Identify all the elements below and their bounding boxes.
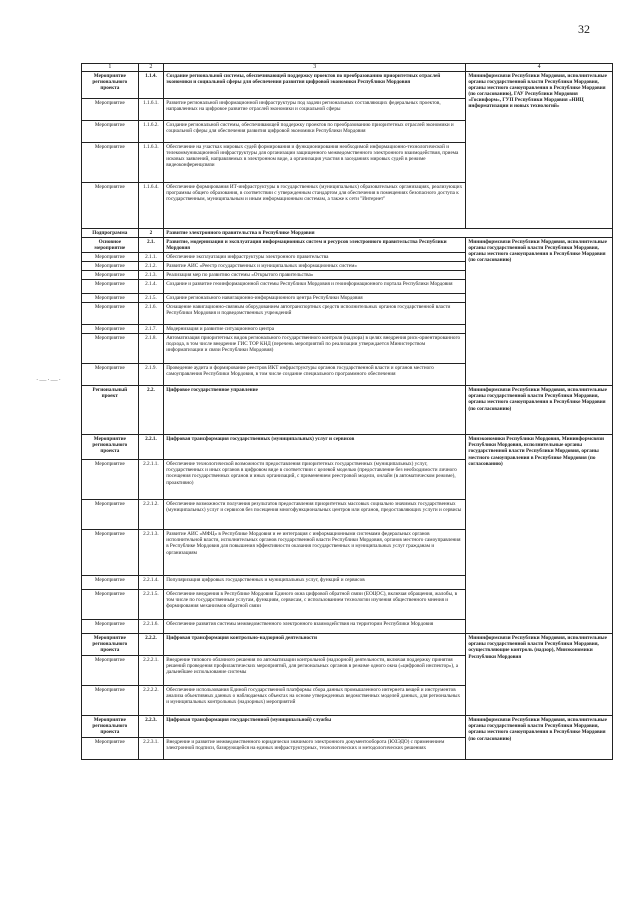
row-number-cell: 2.2.1. <box>138 435 164 460</box>
row-type-cell: Мероприятие <box>82 294 139 303</box>
row-number-cell: 1.1.6.2. <box>138 120 164 142</box>
row-text-cell: Развитие, модернизация и эксплуатация информационных систем и ресурсов электронного правительства Республики Мордовия <box>164 237 466 252</box>
row-number-cell: 2.2.1.2. <box>138 500 164 530</box>
row-number-cell: 2.2. <box>138 386 164 435</box>
row-text-cell: Развитие электронного правительства в Республике Мордовия <box>164 228 613 237</box>
table-row <box>82 237 613 252</box>
header-row <box>82 64 613 72</box>
row-type-cell: Мероприятие <box>82 325 139 334</box>
row-text-cell: Создание региональной системы, обеспечивающей поддержку проектов по преобразованию приоритетных отраслей экономики и социальной сферы для обеспечения развития цифровой экономики Республики Мордовия <box>164 71 466 98</box>
row-type-cell: Мероприятие <box>82 460 139 500</box>
row-number-cell: 2.1.1. <box>138 252 164 261</box>
row-text-cell: Обеспечение эксплуатации инфраструктуры электронного правительства <box>164 252 466 261</box>
header-cell: 3 <box>164 64 466 72</box>
row-text-cell: Проведение аудита и формирование реестров ИКТ инфраструктуры органов государственной власти и органов местного самоуправления Республики Мордовия, в том числе создание специального программного обеспечения <box>164 364 466 386</box>
row-text-cell: Обеспечение внедрения в Республике Мордовия Единого окна цифровой обратной связи (ЕОЦОС), включая обращения, жалобы, в том числе по государственным услугам, функциям, сервисам, с использованием технологии изучения общественного мнения и формирования механизмов обратной связи <box>164 590 466 620</box>
row-type-cell: Мероприятие <box>82 303 139 325</box>
row-text-cell: Создание регионального навигационно-информационного центра Республики Мордовия <box>164 294 466 303</box>
row-number-cell: 2.2.1.6. <box>138 620 164 634</box>
row-text-cell: Развитие АИС «МФЦ» в Республике Мордовия и ее интеграция с информационными системами федеральных органов исполнительной власти, исполнительных органов государственной власти Республики Мордовия, органов местного самоуправления в Республике Мордовия для повышения эффективности оказания государственных и муниципальных услуг гражданам и организациям <box>164 530 466 576</box>
row-number-cell: 2.1.7. <box>138 325 164 334</box>
row-text-cell: Обеспечение развития системы межведомственного электронного взаимодействия на территории Республики Мордовия <box>164 620 466 634</box>
row-type-cell: Мероприятие <box>82 620 139 634</box>
row-text-cell: Цифровая трансформация контрольно-надзорной деятельности <box>164 634 466 656</box>
row-number-cell: 2.2.3. <box>138 716 164 738</box>
program-table <box>81 63 613 760</box>
row-text-cell: Обеспечение на участках мировых судей формирования и функционирования необходимой информационно-технологической и телекоммуникационной инфраструктуры для организации защищенного межведомственного электронного взаимодействия, приема исковых заявлений, направляемых в электронном виде, а организация участия в заседаниях мировых судей в режиме видеоконференцсвязи <box>164 142 466 182</box>
row-executor-cell: Мининформсвязи Республики Мордовия, исполнительные органы государственной власти Республики Мордовия, органы местного самоуправления в Республике Мордовия (по согласованию) <box>466 386 613 435</box>
row-text-cell: Обеспечение формирования ИТ-инфраструктуры в государственных (муниципальных) образовательных организациях, реализующих программы общего образования, в соответствии с утвержденным стандартом для обеспечения в помещениях безопасного доступа к государственным, муниципальным и иным информационным системам, а также к сети "Интернет" <box>164 182 466 228</box>
row-type-cell: Основное мероприятие <box>82 237 139 252</box>
row-type-cell: Мероприятие регионального проекта <box>82 634 139 656</box>
row-type-cell: Мероприятие <box>82 98 139 120</box>
row-number-cell: 2.2.1.5. <box>138 590 164 620</box>
row-type-cell: Подпрограмма <box>82 228 139 237</box>
row-type-cell: Мероприятие регионального проекта <box>82 716 139 738</box>
row-type-cell: Региональный проект <box>82 386 139 435</box>
row-text-cell: Обеспечение использования Единой государственной платформы сбора данных промышленного интернета вещей и инструментов анализа объективных данных о наблюдаемых объектах на основе утвержденных ведомственных моделей данных, для региональных и муниципальных контрольных (надзорных) мероприятий <box>164 686 466 716</box>
row-type-cell: Мероприятие регионального проекта <box>82 435 139 460</box>
row-text-cell: Обеспечение возможности получения результатов предоставления приоритетных массовых социально значимых государственных (муниципальных) услуг и сервисов без посещения многофункциональных центров или органов, предоставляющих услуги и сервисы <box>164 500 466 530</box>
row-type-cell: Мероприятие <box>82 686 139 716</box>
row-type-cell: Мероприятие <box>82 590 139 620</box>
row-number-cell: 2 <box>138 228 164 237</box>
row-number-cell: 2.2.1.3. <box>138 530 164 576</box>
row-type-cell: Мероприятие <box>82 500 139 530</box>
row-text-cell: Создание региональной системы, обеспечивающей поддержку проектов по преобразованию приоритетных отраслей экономики и социальной сферы для обеспечения развития цифровой экономики Республики Мордовия <box>164 120 466 142</box>
row-number-cell: 2.1.9. <box>138 364 164 386</box>
row-number-cell: 2.2.1.4. <box>138 576 164 590</box>
row-executor-cell: Мининформсвязи Республики Мордовия, исполнительные органы государственной власти Республики Мордовия, органы местного самоуправления в Республике Мордовия (по согласованию), ГАУ Республики Мордовия «Госинформ», ГУП Республики Мордовия «НИЦ информатизации и новых технологий» <box>466 71 613 228</box>
row-text-cell: Развитие региональной информационной инфраструктуры под задачи региональных составляющих федеральных проектов, направленных на цифровое развитие отраслей экономики и социальной сферы <box>164 98 466 120</box>
row-number-cell: 2.1.3. <box>138 270 164 279</box>
row-text-cell: Реализация мер по развитию системы «Открытого правительства» <box>164 270 466 279</box>
row-text-cell: Внедрение и развитие межведомственного юридически значимого электронного документооборота (ЮЗЭДО) с применением электронной подписи, базирующейся на единых инфраструктурных, технологических и методологических решениях <box>164 738 466 760</box>
header-cell: 2 <box>138 64 164 72</box>
table-row <box>82 634 613 656</box>
row-type-cell: Мероприятие <box>82 120 139 142</box>
row-type-cell: Мероприятие регионального проекта <box>82 71 139 98</box>
row-text-cell: Популяризация цифровых государственных и муниципальных услуг, функций и сервисов <box>164 576 466 590</box>
row-type-cell: Мероприятие <box>82 182 139 228</box>
row-number-cell: 2.2.1.1. <box>138 460 164 500</box>
row-type-cell: Мероприятие <box>82 261 139 270</box>
row-number-cell: 2.1.4. <box>138 280 164 294</box>
row-number-cell: 2.1.6. <box>138 303 164 325</box>
row-type-cell: Мероприятие <box>82 252 139 261</box>
row-type-cell: Мероприятие <box>82 738 139 760</box>
row-type-cell: Мероприятие <box>82 530 139 576</box>
row-number-cell: 2.1.8. <box>138 334 164 364</box>
row-type-cell: Мероприятие <box>82 270 139 279</box>
row-text-cell: Цифровая трансформация государственной (муниципальной) службы <box>164 716 466 738</box>
page-number: 32 <box>578 22 590 36</box>
row-type-cell: Мероприятие <box>82 364 139 386</box>
row-text-cell: Создание и развитие геоинформационной системы Республики Мордовия и геоинформационного портала Республики Мордовия <box>164 280 466 294</box>
row-text-cell: Развитие АИС «Реестр государственных и муниципальных информационных систем» <box>164 261 466 270</box>
row-text-cell: Оснащение навигационно-связным оборудованием автотранспортных средств исполнительных органов государственной власти Республики Мордовия и подведомственных учреждений <box>164 303 466 325</box>
row-text-cell: Обеспечение технологической возможности предоставления приоритетных государственных (муниципальных) услуг, государственных и иных органов в цифровом виде в соответствии с целевой моделью (предоставление без необходимости личного посещения государственных органов и иных организаций, с применением реестровой модели, онлайн (в автоматическом режиме), проактивно) <box>164 460 466 500</box>
row-number-cell: 1.1.6.4. <box>138 182 164 228</box>
row-type-cell: Мероприятие <box>82 334 139 364</box>
row-text-cell: Цифровое государственное управление <box>164 386 466 435</box>
row-number-cell: 2.1. <box>138 237 164 252</box>
header-cell: 4 <box>466 64 613 72</box>
table-row <box>82 435 613 460</box>
row-text-cell: Цифровая трансформация государственных (муниципальных) услуг и сервисов <box>164 435 466 460</box>
row-type-cell: Мероприятие <box>82 576 139 590</box>
row-type-cell: Мероприятие <box>82 142 139 182</box>
table-row <box>82 71 613 98</box>
row-number-cell: 1.1.6.1. <box>138 98 164 120</box>
row-executor-cell: Мининформсвязи Республики Мордовия, исполнительные органы государственной власти Республики Мордовия, осуществляющие контроль (надзор), Минэкономики Республики Мордовия <box>466 634 613 716</box>
row-number-cell: 2.2.3.1. <box>138 738 164 760</box>
row-text-cell: Автоматизация приоритетных видов регионального государственного контроля (надзора) в целях внедрения риск-ориентированного подхода, в том числе внедрение ГИС ТОР КНД (перечень мероприятий по реализации утверждается Министерством информатизации и связи Республики Мордовия) <box>164 334 466 364</box>
row-text-cell: Внедрение типового облачного решения по автоматизации контрольной (надзорной) деятельности, включая поддержку принятия решений проведения профилактических мероприятий, для региональных органов в режиме одного окна («цифровой инспектор»), а дальнейшее использование системы <box>164 656 466 686</box>
row-number-cell: 2.2.2.2. <box>138 686 164 716</box>
margin-mark: ·—·—· <box>36 376 62 384</box>
table-row <box>82 228 613 237</box>
row-number-cell: 2.2.2. <box>138 634 164 656</box>
row-number-cell: 2.2.2.1. <box>138 656 164 686</box>
row-text-cell: Модернизация и развитие ситуационного центра <box>164 325 466 334</box>
table-row <box>82 386 613 435</box>
row-type-cell: Мероприятие <box>82 280 139 294</box>
row-executor-cell: Минэкономики Республики Мордовия, Мининформсвязи Республики Мордовия, исполнительные органы государственной власти Республики Мордовия, органы местного самоуправления в Республике Мордовия (по согласованию) <box>466 435 613 634</box>
header-cell: 1 <box>82 64 139 72</box>
table-row <box>82 716 613 738</box>
row-number-cell: 1.1.6.3. <box>138 142 164 182</box>
row-executor-cell: Мининформсвязи Республики Мордовия, исполнительные органы государственной власти Республики Мордовия, органы местного самоуправления в Республике Мордовия (по согласованию) <box>466 237 613 386</box>
row-executor-cell: Мининформсвязи Республики Мордовия, исполнительные органы государственной власти Республики Мордовия, органы местного самоуправления в Республике Мордовия (по согласованию) <box>466 716 613 760</box>
row-number-cell: 2.1.2. <box>138 261 164 270</box>
row-number-cell: 1.1.4. <box>138 71 164 98</box>
row-number-cell: 2.1.5. <box>138 294 164 303</box>
row-type-cell: Мероприятие <box>82 656 139 686</box>
